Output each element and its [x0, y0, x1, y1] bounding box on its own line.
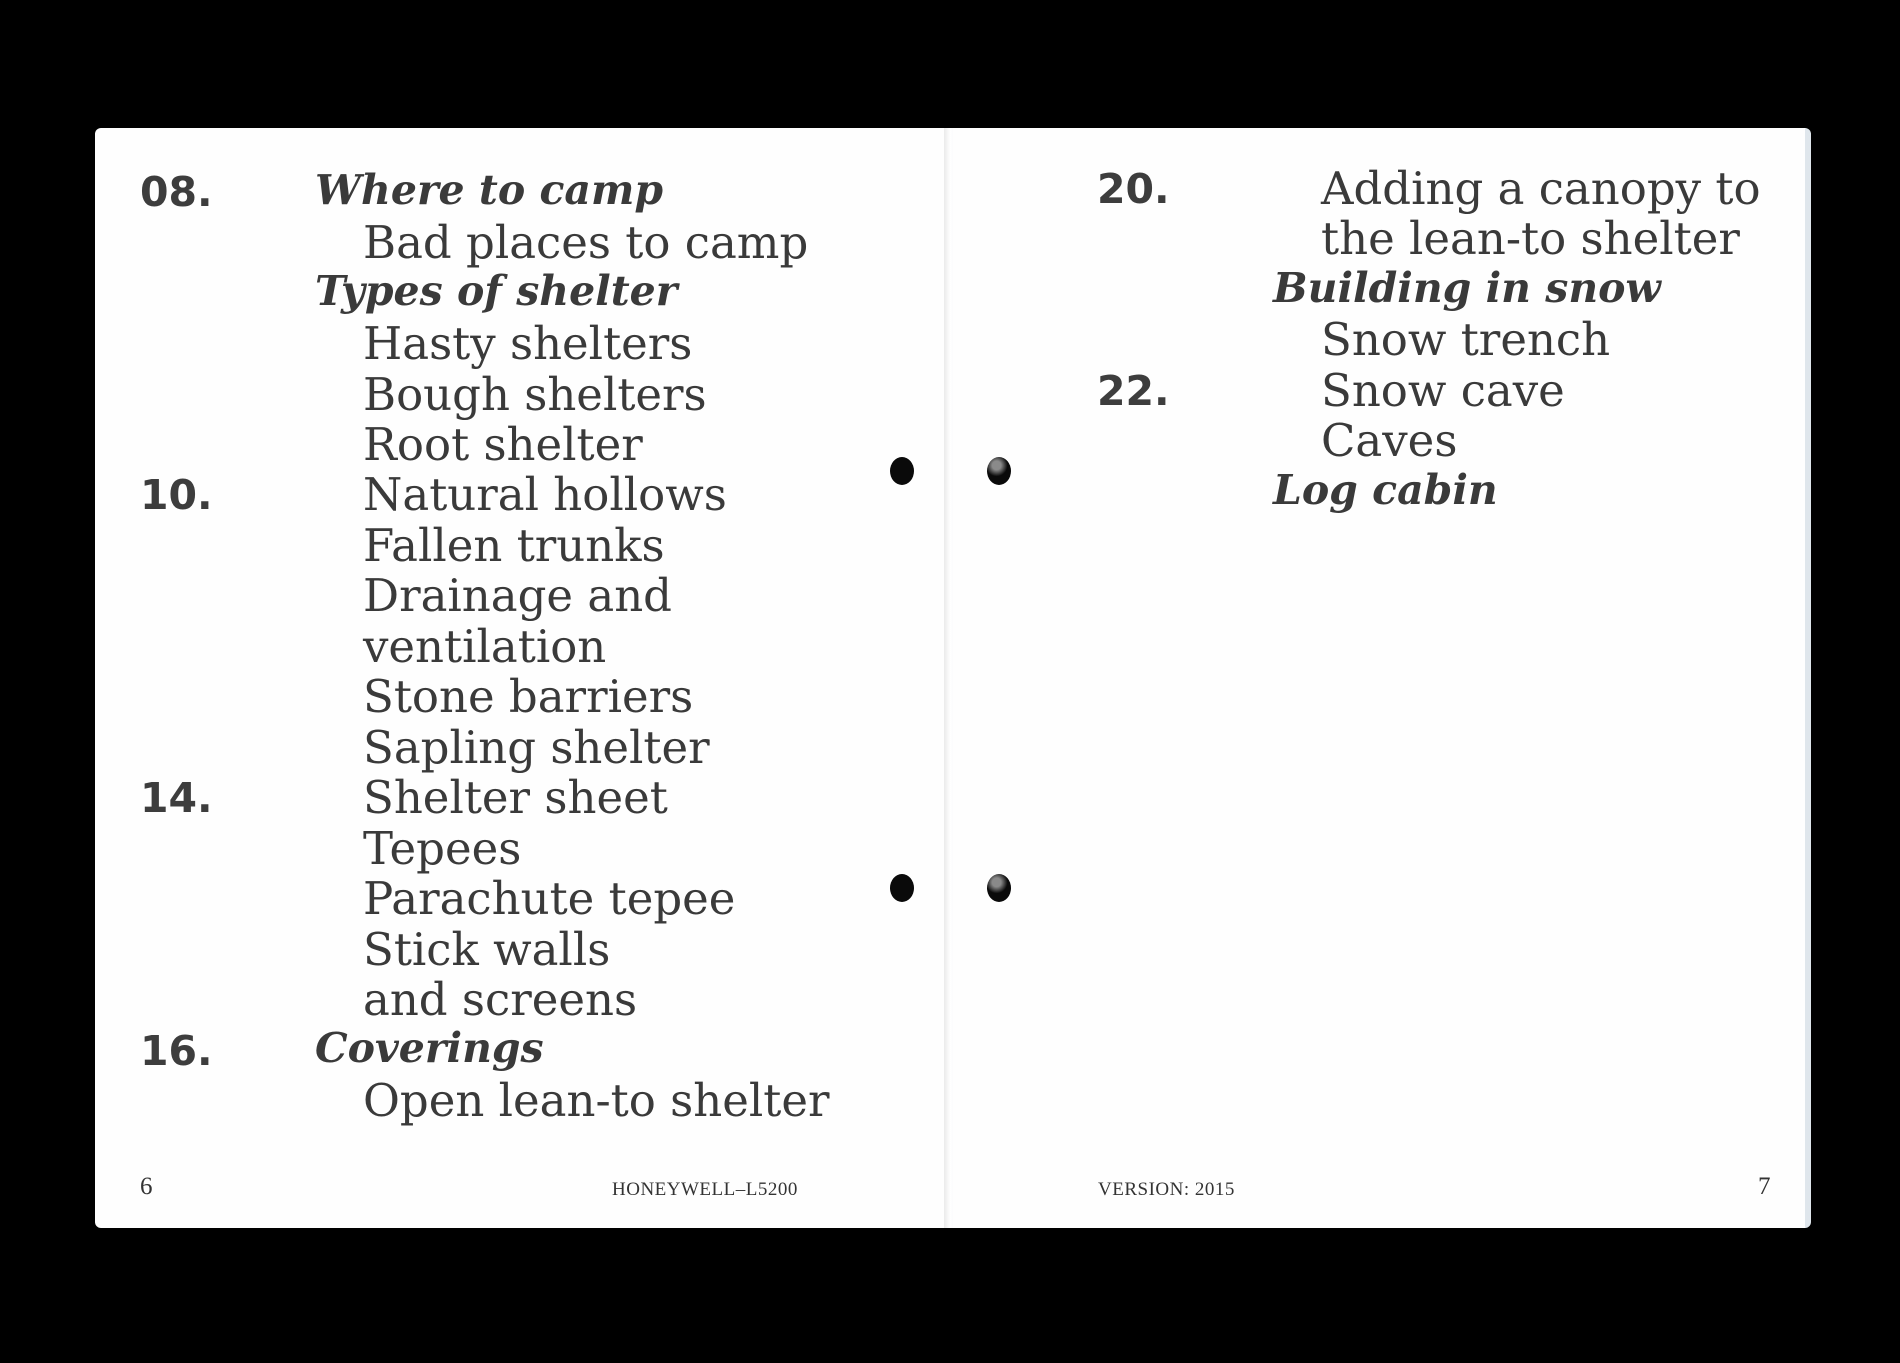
- toc-item: and screens: [363, 973, 638, 1026]
- section-heading-log-cabin: Log cabin: [1273, 466, 1498, 514]
- toc-item: Hasty shelters: [363, 317, 693, 370]
- section-heading-coverings: Coverings: [315, 1024, 544, 1072]
- toc-item: Adding a canopy to: [1321, 162, 1761, 215]
- toc-item: Bough shelters: [363, 368, 707, 421]
- toc-item: ventilation: [363, 620, 607, 673]
- toc-item: Shelter sheet: [363, 771, 668, 824]
- toc-item: Parachute tepee: [363, 872, 736, 925]
- toc-item: Tepees: [363, 822, 522, 875]
- toc-item: Root shelter: [363, 418, 643, 471]
- toc-item: Stick walls: [363, 923, 611, 976]
- right-page: [953, 128, 1811, 1228]
- section-heading-where-to-camp: Where to camp: [315, 166, 664, 214]
- toc-item: Natural hollows: [363, 468, 727, 521]
- toc-item: Bad places to camp: [363, 216, 809, 269]
- punch-hole: [987, 457, 1011, 485]
- section-heading-building-in-snow: Building in snow: [1273, 264, 1661, 312]
- toc-item: Open lean-to shelter: [363, 1074, 830, 1127]
- page-number-08: 08.: [140, 168, 213, 216]
- folio-left: 6: [140, 1173, 153, 1200]
- toc-item: Snow cave: [1321, 364, 1565, 417]
- running-footer-left: HONEYWELL–L5200: [612, 1179, 798, 1200]
- folio-right: 7: [1758, 1173, 1771, 1200]
- toc-item: Drainage and: [363, 569, 672, 622]
- toc-item: Snow trench: [1321, 313, 1611, 366]
- left-page: [95, 128, 948, 1228]
- toc-item: the lean-to shelter: [1321, 212, 1740, 265]
- toc-item: Fallen trunks: [363, 519, 665, 572]
- toc-item: Sapling shelter: [363, 721, 710, 774]
- punch-hole: [987, 874, 1011, 902]
- running-footer-right: VERSION: 2015: [1098, 1179, 1235, 1200]
- page-number-10: 10.: [140, 471, 213, 519]
- page-number-16: 16.: [140, 1027, 213, 1075]
- punch-hole: [890, 874, 914, 902]
- punch-hole: [890, 457, 914, 485]
- section-heading-types-of-shelter: Types of shelter: [315, 267, 678, 315]
- toc-item: Stone barriers: [363, 670, 694, 723]
- page-number-14: 14.: [140, 774, 213, 822]
- page-number-20: 20.: [1097, 165, 1170, 213]
- toc-item: Caves: [1321, 414, 1458, 467]
- page-number-22: 22.: [1097, 367, 1170, 415]
